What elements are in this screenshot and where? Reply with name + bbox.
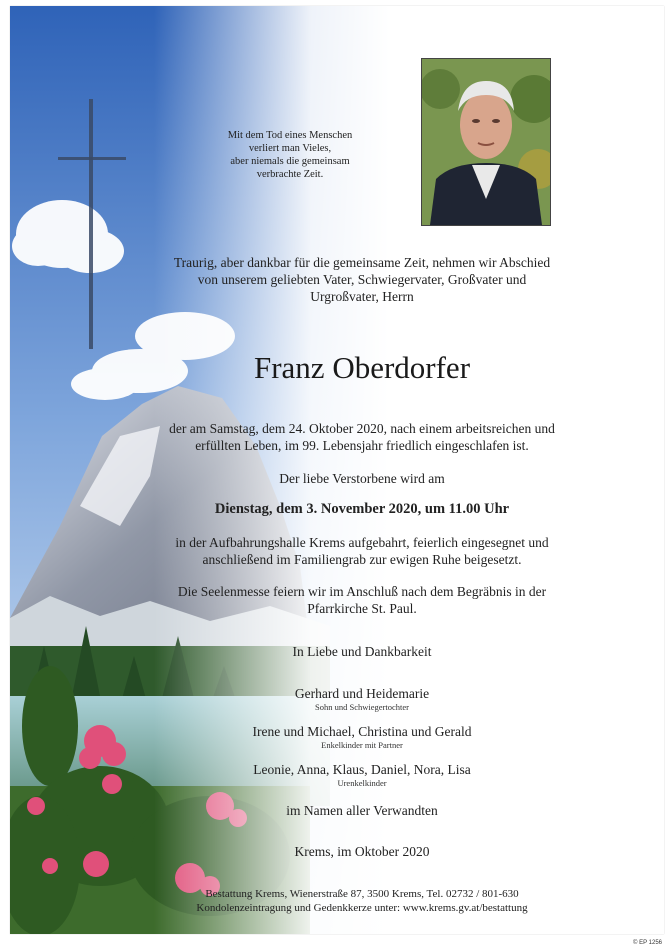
death-notice: [136, 420, 588, 454]
funeral-date: Dienstag, dem 3. November 2020, um 11.00 Uhr: [214, 501, 510, 517]
mass-line: Die Seelenmesse feiern wir im Anschluß nach dem Begräbnis in der: [177, 584, 547, 599]
family-entry: [136, 762, 588, 788]
place-date: Krems, im Oktober 2020: [294, 844, 430, 859]
death-notice-line: erfüllten Leben, im 99. Lebensjahr friedlich eingeschlafen ist.: [195, 438, 529, 453]
family-names: Leonie, Anna, Klaus, Daniel, Nora, Lisa: [253, 762, 471, 777]
footer-line: Bestattung Krems, Wienerstraße 87, 3500 Krems, Tel. 02732 / 801-630: [205, 888, 519, 900]
cross-symbol: [58, 99, 126, 349]
memorial-quote: [200, 129, 380, 181]
intro-line: von unserem geliebten Vater, Schwiegervater, Großvater und: [197, 272, 527, 287]
funeral-home-footer: [136, 887, 588, 915]
intro-line: Urgroßvater, Herrn: [310, 289, 414, 304]
closing-text: In Liebe und Dankbarkeit: [292, 644, 432, 659]
family-entry: [136, 686, 588, 712]
intro-text: [136, 254, 588, 305]
death-notice-line: der am Samstag, dem 24. Oktober 2020, nach einem arbeitsreichen und: [169, 421, 555, 436]
relatives-text: im Namen aller Verwandten: [286, 803, 438, 818]
intro-line: Traurig, aber dankbar für die gemeinsame Zeit, nehmen wir Abschied: [173, 255, 551, 270]
mass-text: [136, 583, 588, 617]
family-role: Urenkelkinder: [337, 778, 387, 788]
burial-line: in der Aufbahrungshalle Krems aufgebahrt, feierlich eingesegnet und: [175, 535, 549, 550]
burial-text: [136, 534, 588, 568]
quote-line: Mit dem Tod eines Menschen: [227, 130, 353, 141]
family-role: Sohn und Schwiegertochter: [315, 702, 409, 712]
portrait-photo: [421, 58, 551, 226]
family-names: Gerhard und Heidemarie: [294, 686, 430, 701]
obituary-card: [10, 6, 664, 934]
family-entry: [136, 724, 588, 750]
quote-line: verliert man Vieles,: [248, 143, 332, 154]
deceased-name: Franz Oberdorfer: [253, 350, 471, 385]
funeral-intro: Der liebe Verstorbene wird am: [279, 471, 445, 486]
footer-line: Kondolenzeintragung und Gedenkkerze unter: www.krems.gv.at/bestattung: [196, 902, 528, 914]
burial-line: anschließend im Familiengrab zur ewigen Ruhe beigesetzt.: [202, 552, 522, 567]
quote-line: aber niemals die gemeinsam: [230, 156, 350, 167]
print-code: © EP 1256: [633, 940, 662, 946]
family-names: Irene und Michael, Christina und Gerald: [252, 724, 472, 739]
mass-line: Pfarrkirche St. Paul.: [307, 601, 417, 616]
family-role: Enkelkinder mit Partner: [321, 740, 403, 750]
quote-line: verbrachte Zeit.: [256, 169, 324, 180]
